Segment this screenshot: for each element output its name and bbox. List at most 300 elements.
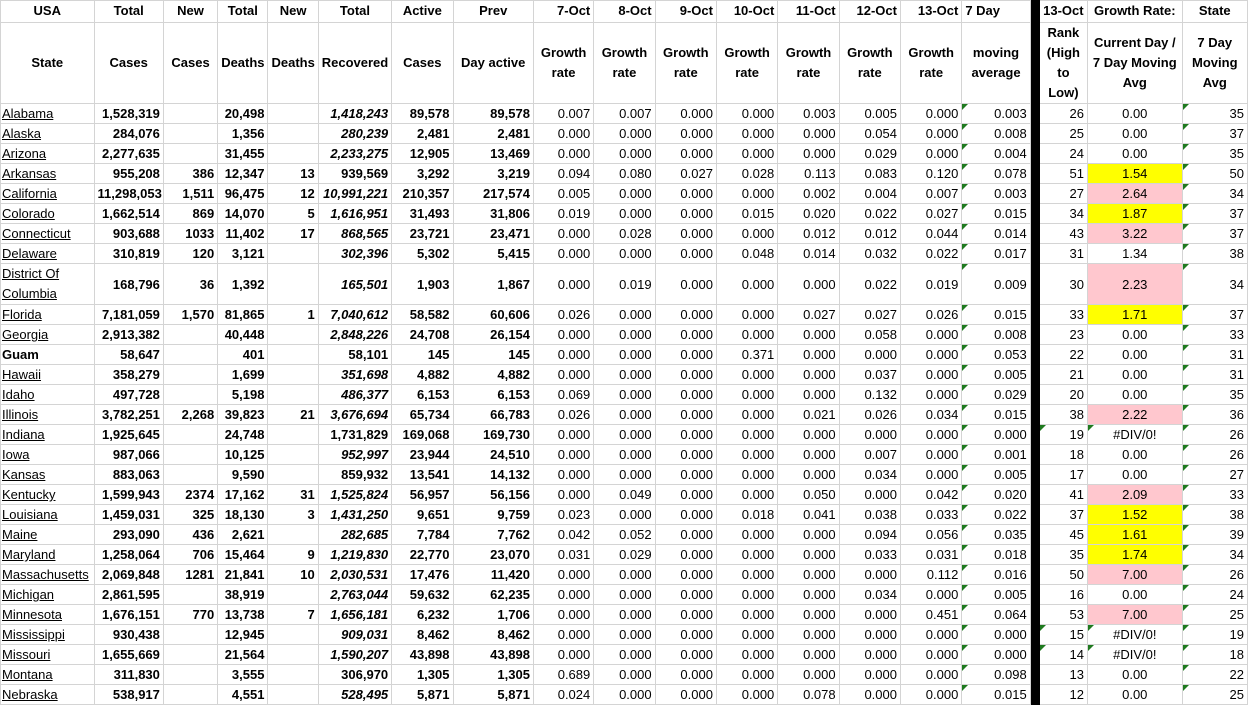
cell-g8[interactable]: 0.028: [594, 224, 655, 244]
cell-state-ma[interactable]: 35: [1182, 104, 1247, 124]
cell-ma7[interactable]: 0.005: [962, 365, 1030, 385]
cell-new-cases[interactable]: [163, 625, 217, 645]
cell-g8[interactable]: 0.000: [594, 665, 655, 685]
cell-rank[interactable]: 38: [1039, 405, 1087, 425]
cell-prev-active[interactable]: 24,510: [453, 445, 533, 465]
cell-total-cases[interactable]: 987,066: [94, 445, 163, 465]
cell-g13[interactable]: 0.033: [900, 505, 961, 525]
cell-ratio[interactable]: #DIV/0!: [1088, 645, 1183, 665]
cell-recovered[interactable]: 351,698: [318, 365, 391, 385]
state-link[interactable]: Alabama: [1, 104, 95, 124]
cell-g13[interactable]: 0.026: [900, 305, 961, 325]
cell-ma7[interactable]: 0.015: [962, 405, 1030, 425]
cell-rank[interactable]: 33: [1039, 305, 1087, 325]
cell-ratio[interactable]: 0.00: [1088, 665, 1183, 685]
cell-total-deaths[interactable]: 18,130: [218, 505, 268, 525]
header-growth-9-oct[interactable]: 9-Oct: [655, 1, 716, 23]
cell-g13[interactable]: 0.000: [900, 365, 961, 385]
cell-g7[interactable]: 0.000: [533, 605, 593, 625]
cell-ma7[interactable]: 0.001: [962, 445, 1030, 465]
cell-ma7[interactable]: 0.000: [962, 625, 1030, 645]
cell-state-ma[interactable]: 35: [1182, 385, 1247, 405]
header-active-cases[interactable]: Active: [392, 1, 453, 23]
cell-g7[interactable]: 0.031: [533, 545, 593, 565]
cell-recovered[interactable]: 2,233,275: [318, 144, 391, 164]
cell-g9[interactable]: 0.000: [655, 645, 716, 665]
cell-rank[interactable]: 18: [1039, 445, 1087, 465]
cell-rank[interactable]: 16: [1039, 585, 1087, 605]
header-current-vs-ma-ratio[interactable]: Growth Rate:: [1088, 1, 1183, 23]
cell-g8[interactable]: 0.000: [594, 184, 655, 204]
cell-state-ma[interactable]: 26: [1182, 445, 1247, 465]
cell-g13[interactable]: 0.019: [900, 264, 961, 305]
cell-new-cases[interactable]: 436: [163, 525, 217, 545]
cell-new-cases[interactable]: [163, 685, 217, 705]
cell-ma7[interactable]: 0.078: [962, 164, 1030, 184]
cell-g7[interactable]: 0.042: [533, 525, 593, 545]
cell-ma7[interactable]: 0.008: [962, 124, 1030, 144]
cell-g8[interactable]: 0.000: [594, 505, 655, 525]
cell-g10[interactable]: 0.000: [716, 485, 777, 505]
cell-state-ma[interactable]: 31: [1182, 345, 1247, 365]
state-link[interactable]: Missouri: [1, 645, 95, 665]
state-link[interactable]: Maine: [1, 525, 95, 545]
cell-g12[interactable]: 0.029: [839, 144, 900, 164]
cell-rank[interactable]: 37: [1039, 505, 1087, 525]
cell-g12[interactable]: 0.000: [839, 565, 900, 585]
cell-g9[interactable]: 0.000: [655, 525, 716, 545]
header-total-recovered[interactable]: Recovered: [318, 23, 391, 104]
cell-g8[interactable]: 0.000: [594, 685, 655, 705]
cell-g13[interactable]: 0.007: [900, 184, 961, 204]
cell-ratio[interactable]: 2.09: [1088, 485, 1183, 505]
cell-rank[interactable]: 22: [1039, 345, 1087, 365]
header-growth-8-oct[interactable]: 8-Oct: [594, 1, 655, 23]
cell-active[interactable]: 5,871: [392, 685, 453, 705]
cell-ma7[interactable]: 0.015: [962, 305, 1030, 325]
cell-g10[interactable]: 0.018: [716, 505, 777, 525]
cell-g10[interactable]: 0.000: [716, 385, 777, 405]
cell-total-deaths[interactable]: 3,121: [218, 244, 268, 264]
cell-state-ma[interactable]: 50: [1182, 164, 1247, 184]
cell-g7[interactable]: 0.000: [533, 365, 593, 385]
cell-g8[interactable]: 0.000: [594, 565, 655, 585]
cell-g12[interactable]: 0.032: [839, 244, 900, 264]
cell-recovered[interactable]: 58,101: [318, 345, 391, 365]
header-moving-average-7-day[interactable]: moving average: [962, 23, 1030, 104]
cell-ratio[interactable]: 0.00: [1088, 465, 1183, 485]
cell-recovered[interactable]: 528,495: [318, 685, 391, 705]
cell-active[interactable]: 89,578: [392, 104, 453, 124]
cell-g8[interactable]: 0.080: [594, 164, 655, 184]
cell-ma7[interactable]: 0.016: [962, 565, 1030, 585]
cell-total-deaths[interactable]: 3,555: [218, 665, 268, 685]
cell-new-cases[interactable]: [163, 104, 217, 124]
cell-total-deaths[interactable]: 2,621: [218, 525, 268, 545]
cell-new-deaths[interactable]: [268, 104, 318, 124]
cell-active[interactable]: 22,770: [392, 545, 453, 565]
cell-g13[interactable]: 0.000: [900, 445, 961, 465]
cell-g7[interactable]: 0.000: [533, 325, 593, 345]
cell-new-cases[interactable]: [163, 124, 217, 144]
cell-prev-active[interactable]: 1,867: [453, 264, 533, 305]
cell-ma7[interactable]: 0.005: [962, 585, 1030, 605]
state-link[interactable]: Montana: [1, 665, 95, 685]
cell-g12[interactable]: 0.037: [839, 365, 900, 385]
cell-new-deaths[interactable]: [268, 685, 318, 705]
cell-g10[interactable]: 0.000: [716, 605, 777, 625]
cell-g9[interactable]: 0.000: [655, 585, 716, 605]
cell-recovered[interactable]: 3,676,694: [318, 405, 391, 425]
cell-g10[interactable]: 0.000: [716, 445, 777, 465]
header-state[interactable]: USA: [1, 1, 95, 23]
cell-g13[interactable]: 0.000: [900, 345, 961, 365]
cell-state-ma[interactable]: 34: [1182, 184, 1247, 204]
cell-ratio[interactable]: 0.00: [1088, 345, 1183, 365]
cell-ratio[interactable]: 1.34: [1088, 244, 1183, 264]
cell-new-cases[interactable]: 1,511: [163, 184, 217, 204]
cell-g9[interactable]: 0.000: [655, 605, 716, 625]
cell-prev-active[interactable]: 1,305: [453, 665, 533, 685]
cell-g13[interactable]: 0.000: [900, 645, 961, 665]
header-total-deaths[interactable]: Total: [218, 1, 268, 23]
cell-state-ma[interactable]: 27: [1182, 465, 1247, 485]
cell-g12[interactable]: 0.005: [839, 104, 900, 124]
cell-active[interactable]: 8,462: [392, 625, 453, 645]
cell-g12[interactable]: 0.004: [839, 184, 900, 204]
cell-g12[interactable]: 0.022: [839, 264, 900, 305]
cell-ma7[interactable]: 0.018: [962, 545, 1030, 565]
cell-ma7[interactable]: 0.000: [962, 645, 1030, 665]
cell-g13[interactable]: 0.000: [900, 425, 961, 445]
cell-new-cases[interactable]: 1033: [163, 224, 217, 244]
header-state[interactable]: State: [1, 23, 95, 104]
cell-total-cases[interactable]: 58,647: [94, 345, 163, 365]
cell-recovered[interactable]: 280,239: [318, 124, 391, 144]
cell-state-ma[interactable]: 38: [1182, 244, 1247, 264]
header-total-recovered[interactable]: Total: [318, 1, 391, 23]
cell-new-deaths[interactable]: [268, 645, 318, 665]
header-rank[interactable]: Rank (High to Low): [1039, 23, 1087, 104]
cell-g11[interactable]: 0.000: [778, 585, 839, 605]
cell-g11[interactable]: 0.000: [778, 665, 839, 685]
cell-new-cases[interactable]: 36: [163, 264, 217, 305]
cell-prev-active[interactable]: 14,132: [453, 465, 533, 485]
cell-g12[interactable]: 0.000: [839, 645, 900, 665]
cell-g11[interactable]: 0.050: [778, 485, 839, 505]
header-new-deaths[interactable]: New: [268, 1, 318, 23]
cell-total-deaths[interactable]: 11,402: [218, 224, 268, 244]
cell-state-ma[interactable]: 37: [1182, 224, 1247, 244]
cell-state-ma[interactable]: 31: [1182, 365, 1247, 385]
cell-g10[interactable]: 0.000: [716, 565, 777, 585]
cell-g9[interactable]: 0.000: [655, 405, 716, 425]
cell-g10[interactable]: 0.000: [716, 465, 777, 485]
state-link[interactable]: Guam: [1, 345, 95, 365]
cell-g8[interactable]: 0.000: [594, 605, 655, 625]
cell-recovered[interactable]: 10,991,221: [318, 184, 391, 204]
cell-g7[interactable]: 0.000: [533, 445, 593, 465]
cell-active[interactable]: 12,905: [392, 144, 453, 164]
cell-total-cases[interactable]: 1,599,943: [94, 485, 163, 505]
cell-ma7[interactable]: 0.064: [962, 605, 1030, 625]
header-total-cases[interactable]: Total: [94, 1, 163, 23]
cell-rank[interactable]: 12: [1039, 685, 1087, 705]
cell-rank[interactable]: 15: [1039, 625, 1087, 645]
cell-ratio[interactable]: 0.00: [1088, 585, 1183, 605]
cell-rank[interactable]: 31: [1039, 244, 1087, 264]
cell-ma7[interactable]: 0.029: [962, 385, 1030, 405]
cell-rank[interactable]: 17: [1039, 465, 1087, 485]
cell-total-cases[interactable]: 1,528,319: [94, 104, 163, 124]
cell-new-deaths[interactable]: [268, 465, 318, 485]
state-link[interactable]: Michigan: [1, 585, 95, 605]
cell-g9[interactable]: 0.000: [655, 104, 716, 124]
cell-total-deaths[interactable]: 10,125: [218, 445, 268, 465]
cell-active[interactable]: 23,944: [392, 445, 453, 465]
cell-g9[interactable]: 0.000: [655, 545, 716, 565]
state-link[interactable]: Illinois: [1, 405, 95, 425]
cell-ma7[interactable]: 0.035: [962, 525, 1030, 545]
state-link[interactable]: Mississippi: [1, 625, 95, 645]
cell-new-cases[interactable]: 1281: [163, 565, 217, 585]
cell-total-cases[interactable]: 930,438: [94, 625, 163, 645]
cell-total-cases[interactable]: 1,662,514: [94, 204, 163, 224]
cell-state-ma[interactable]: 19: [1182, 625, 1247, 645]
cell-recovered[interactable]: 1,731,829: [318, 425, 391, 445]
cell-new-cases[interactable]: [163, 465, 217, 485]
cell-g10[interactable]: 0.000: [716, 585, 777, 605]
cell-state-ma[interactable]: 26: [1182, 425, 1247, 445]
cell-state-ma[interactable]: 36: [1182, 405, 1247, 425]
cell-g11[interactable]: 0.041: [778, 505, 839, 525]
header-growth-7-oct[interactable]: Growth rate: [533, 23, 593, 104]
cell-ratio[interactable]: 0.00: [1088, 325, 1183, 345]
cell-ratio[interactable]: 0.00: [1088, 144, 1183, 164]
cell-recovered[interactable]: 868,565: [318, 224, 391, 244]
cell-recovered[interactable]: 302,396: [318, 244, 391, 264]
cell-recovered[interactable]: 2,030,531: [318, 565, 391, 585]
state-link[interactable]: District Of Columbia: [1, 264, 95, 305]
cell-g13[interactable]: 0.000: [900, 625, 961, 645]
cell-new-cases[interactable]: [163, 385, 217, 405]
header-growth-13-oct[interactable]: Growth rate: [900, 23, 961, 104]
cell-g7[interactable]: 0.000: [533, 565, 593, 585]
cell-g11[interactable]: 0.000: [778, 445, 839, 465]
cell-g10[interactable]: 0.000: [716, 665, 777, 685]
cell-g8[interactable]: 0.000: [594, 204, 655, 224]
cell-g8[interactable]: 0.000: [594, 124, 655, 144]
cell-new-deaths[interactable]: [268, 585, 318, 605]
cell-total-cases[interactable]: 310,819: [94, 244, 163, 264]
cell-g7[interactable]: 0.689: [533, 665, 593, 685]
cell-g8[interactable]: 0.019: [594, 264, 655, 305]
header-state-7-day-ma[interactable]: 7 Day Moving Avg: [1182, 23, 1247, 104]
cell-g13[interactable]: 0.027: [900, 204, 961, 224]
cell-total-cases[interactable]: 1,459,031: [94, 505, 163, 525]
cell-recovered[interactable]: 939,569: [318, 164, 391, 184]
cell-total-deaths[interactable]: 21,564: [218, 645, 268, 665]
cell-recovered[interactable]: 1,656,181: [318, 605, 391, 625]
cell-prev-active[interactable]: 60,606: [453, 305, 533, 325]
cell-g13[interactable]: 0.000: [900, 104, 961, 124]
cell-new-deaths[interactable]: [268, 345, 318, 365]
cell-total-deaths[interactable]: 401: [218, 345, 268, 365]
cell-g13[interactable]: 0.000: [900, 665, 961, 685]
cell-new-deaths[interactable]: 12: [268, 184, 318, 204]
cell-new-deaths[interactable]: [268, 445, 318, 465]
cell-g7[interactable]: 0.000: [533, 425, 593, 445]
cell-prev-active[interactable]: 5,871: [453, 685, 533, 705]
state-link[interactable]: Louisiana: [1, 505, 95, 525]
cell-prev-active[interactable]: 62,235: [453, 585, 533, 605]
cell-g11[interactable]: 0.000: [778, 525, 839, 545]
cell-new-cases[interactable]: [163, 144, 217, 164]
cell-rank[interactable]: 51: [1039, 164, 1087, 184]
cell-new-cases[interactable]: 2374: [163, 485, 217, 505]
cell-total-deaths[interactable]: 14,070: [218, 204, 268, 224]
cell-state-ma[interactable]: 37: [1182, 124, 1247, 144]
cell-g12[interactable]: 0.033: [839, 545, 900, 565]
cell-new-cases[interactable]: [163, 345, 217, 365]
cell-ratio[interactable]: 0.00: [1088, 385, 1183, 405]
cell-total-cases[interactable]: 2,861,595: [94, 585, 163, 605]
cell-total-deaths[interactable]: 12,347: [218, 164, 268, 184]
cell-g8[interactable]: 0.000: [594, 425, 655, 445]
cell-active[interactable]: 13,541: [392, 465, 453, 485]
cell-new-cases[interactable]: 2,268: [163, 405, 217, 425]
cell-ratio[interactable]: 1.54: [1088, 164, 1183, 184]
state-link[interactable]: Maryland: [1, 545, 95, 565]
header-growth-8-oct[interactable]: Growth rate: [594, 23, 655, 104]
header-new-cases[interactable]: Cases: [163, 23, 217, 104]
cell-g11[interactable]: 0.000: [778, 425, 839, 445]
cell-total-deaths[interactable]: 15,464: [218, 545, 268, 565]
header-growth-11-oct[interactable]: Growth rate: [778, 23, 839, 104]
cell-g13[interactable]: 0.000: [900, 585, 961, 605]
state-link[interactable]: Colorado: [1, 204, 95, 224]
cell-g11[interactable]: 0.000: [778, 264, 839, 305]
cell-g11[interactable]: 0.000: [778, 605, 839, 625]
cell-g10[interactable]: 0.000: [716, 184, 777, 204]
cell-active[interactable]: 6,153: [392, 385, 453, 405]
cell-ma7[interactable]: 0.015: [962, 204, 1030, 224]
cell-g11[interactable]: 0.000: [778, 645, 839, 665]
state-link[interactable]: Iowa: [1, 445, 95, 465]
cell-g9[interactable]: 0.000: [655, 425, 716, 445]
cell-g12[interactable]: 0.007: [839, 445, 900, 465]
cell-g10[interactable]: 0.028: [716, 164, 777, 184]
cell-g8[interactable]: 0.000: [594, 585, 655, 605]
cell-g7[interactable]: 0.000: [533, 465, 593, 485]
cell-active[interactable]: 56,957: [392, 485, 453, 505]
cell-prev-active[interactable]: 1,706: [453, 605, 533, 625]
cell-active[interactable]: 3,292: [392, 164, 453, 184]
cell-g13[interactable]: 0.034: [900, 405, 961, 425]
cell-g12[interactable]: 0.034: [839, 465, 900, 485]
header-rank[interactable]: 13-Oct: [1039, 1, 1087, 23]
cell-g11[interactable]: 0.078: [778, 685, 839, 705]
cell-g7[interactable]: 0.024: [533, 685, 593, 705]
cell-g13[interactable]: 0.042: [900, 485, 961, 505]
cell-g12[interactable]: 0.000: [839, 605, 900, 625]
cell-g7[interactable]: 0.000: [533, 224, 593, 244]
cell-rank[interactable]: 19: [1039, 425, 1087, 445]
cell-g12[interactable]: 0.054: [839, 124, 900, 144]
cell-total-cases[interactable]: 311,830: [94, 665, 163, 685]
cell-prev-active[interactable]: 31,806: [453, 204, 533, 224]
cell-g13[interactable]: 0.000: [900, 465, 961, 485]
cell-rank[interactable]: 35: [1039, 545, 1087, 565]
header-growth-11-oct[interactable]: 11-Oct: [778, 1, 839, 23]
cell-g7[interactable]: 0.000: [533, 585, 593, 605]
cell-rank[interactable]: 21: [1039, 365, 1087, 385]
cell-prev-active[interactable]: 4,882: [453, 365, 533, 385]
header-growth-12-oct[interactable]: Growth rate: [839, 23, 900, 104]
cell-g9[interactable]: 0.000: [655, 264, 716, 305]
cell-g7[interactable]: 0.000: [533, 645, 593, 665]
cell-new-cases[interactable]: 770: [163, 605, 217, 625]
cell-total-deaths[interactable]: 31,455: [218, 144, 268, 164]
cell-g10[interactable]: 0.048: [716, 244, 777, 264]
cell-g8[interactable]: 0.000: [594, 445, 655, 465]
cell-recovered[interactable]: 282,685: [318, 525, 391, 545]
cell-active[interactable]: 1,305: [392, 665, 453, 685]
cell-state-ma[interactable]: 33: [1182, 325, 1247, 345]
cell-g7[interactable]: 0.023: [533, 505, 593, 525]
cell-g7[interactable]: 0.000: [533, 485, 593, 505]
cell-g9[interactable]: 0.000: [655, 325, 716, 345]
cell-new-cases[interactable]: [163, 645, 217, 665]
cell-total-cases[interactable]: 538,917: [94, 685, 163, 705]
state-link[interactable]: Georgia: [1, 325, 95, 345]
cell-g11[interactable]: 0.000: [778, 365, 839, 385]
cell-g9[interactable]: 0.000: [655, 685, 716, 705]
cell-ma7[interactable]: 0.004: [962, 144, 1030, 164]
cell-state-ma[interactable]: 37: [1182, 305, 1247, 325]
cell-g8[interactable]: 0.000: [594, 625, 655, 645]
cell-g7[interactable]: 0.000: [533, 244, 593, 264]
cell-g13[interactable]: 0.000: [900, 144, 961, 164]
cell-g12[interactable]: 0.000: [839, 665, 900, 685]
cell-recovered[interactable]: 306,970: [318, 665, 391, 685]
cell-g12[interactable]: 0.083: [839, 164, 900, 184]
cell-g12[interactable]: 0.027: [839, 305, 900, 325]
cell-total-cases[interactable]: 3,782,251: [94, 405, 163, 425]
cell-g7[interactable]: 0.019: [533, 204, 593, 224]
cell-g9[interactable]: 0.000: [655, 485, 716, 505]
cell-new-deaths[interactable]: [268, 665, 318, 685]
cell-ma7[interactable]: 0.020: [962, 485, 1030, 505]
cell-new-deaths[interactable]: [268, 425, 318, 445]
cell-ma7[interactable]: 0.053: [962, 345, 1030, 365]
cell-g12[interactable]: 0.000: [839, 425, 900, 445]
cell-total-cases[interactable]: 1,925,645: [94, 425, 163, 445]
cell-new-cases[interactable]: [163, 425, 217, 445]
cell-active[interactable]: 9,651: [392, 505, 453, 525]
cell-g12[interactable]: 0.000: [839, 685, 900, 705]
cell-state-ma[interactable]: 25: [1182, 685, 1247, 705]
cell-g12[interactable]: 0.058: [839, 325, 900, 345]
cell-total-deaths[interactable]: 17,162: [218, 485, 268, 505]
cell-g7[interactable]: 0.000: [533, 345, 593, 365]
cell-recovered[interactable]: 909,031: [318, 625, 391, 645]
cell-g13[interactable]: 0.112: [900, 565, 961, 585]
cell-g10[interactable]: 0.000: [716, 325, 777, 345]
cell-total-deaths[interactable]: 96,475: [218, 184, 268, 204]
cell-ma7[interactable]: 0.009: [962, 264, 1030, 305]
cell-g10[interactable]: 0.000: [716, 405, 777, 425]
